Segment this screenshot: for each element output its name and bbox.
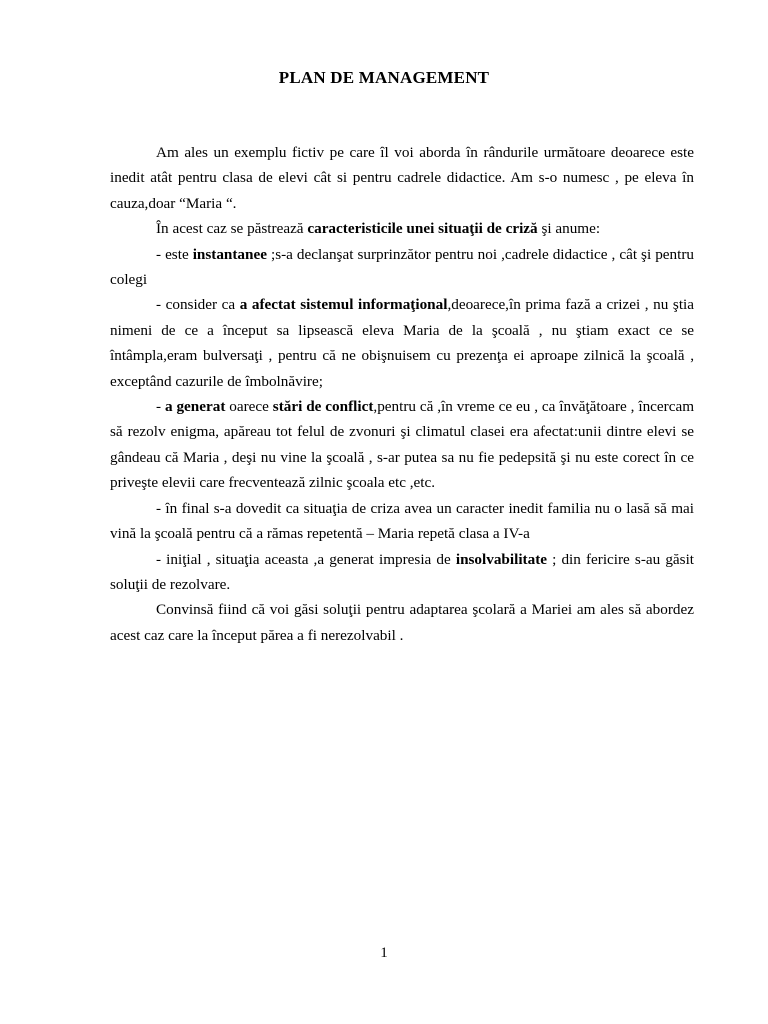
document-title: PLAN DE MANAGEMENT	[278, 68, 490, 87]
emphasis-text: a generat	[164, 398, 226, 416]
paragraph-text: şi anume:	[537, 220, 601, 238]
paragraph-text: ,deoarece,în prima fază a crizei , nu ştia nimeni de ce a început sa lipsească eleva Maria de la şcoală , nu ştiam exact ce se întâmpla,eram bulversaţi , pentru că ne obişnuisem cu prezenţa ei aproape zilnică la şcoală , exceptând cazurile de îmbolnăvire;	[110, 296, 694, 390]
emphasis-text: insolvabilitate	[455, 550, 547, 568]
paragraph-text: - în final s-a dovedit ca situaţia de criza avea un caracter inedit familia nu o lasă să mai vină la şcoală pentru că a rămas repetentă – Maria repetă clasa a IV-a	[110, 499, 694, 543]
paragraph-conclusion	[110, 597, 694, 648]
emphasis-text: stări de conflict	[272, 398, 374, 416]
paragraph-text: Convinsă fiind că voi găsi soluţii pentru adaptarea şcolară a Mariei am ales să abordez acest caz care la început părea a fi nerezolvabil .	[110, 601, 694, 644]
emphasis-text: instantanee	[192, 245, 267, 263]
document-body	[110, 140, 694, 648]
emphasis-text: a afectat sistemul informaţional	[239, 296, 448, 314]
paragraph-text: -	[156, 398, 165, 416]
paragraph-crisis-features	[110, 216, 694, 241]
paragraph-text: ,pentru că ,în vreme ce eu , ca învăţătoare , încercam să rezolv enigma, apăreau tot felul de zvonuri şi climatul clasei era afectat:unii dintre elevi se gândeau că Maria , deşi nu vine la şcoală , s-ar putea sa nu fie pedepsită şi nu este corect în ce priveşte elevii care frecventează zilnic şcoala etc ,etc.	[110, 398, 695, 492]
paragraph-text: În acest caz se păstrează	[156, 220, 308, 238]
emphasis-text: caracteristicile unei situaţii de criză	[307, 220, 538, 238]
paragraph-information-system	[110, 292, 694, 394]
paragraph-text: ;s-a declanşat surprinzător pentru noi ,cadrele didactice , cât şi pentru colegi	[110, 245, 694, 289]
page-number: 1	[380, 945, 388, 961]
paragraph-conflict	[110, 394, 694, 496]
paragraph-final	[110, 496, 694, 547]
paragraph-instantaneous	[110, 242, 694, 293]
paragraph-text: - consider ca	[156, 296, 240, 314]
paragraph-text: - este	[156, 245, 193, 263]
paragraph-text: ; din fericire s-au găsit soluţii de rezolvare.	[110, 550, 695, 593]
paragraph-text: oarece	[225, 398, 273, 416]
paragraph-text: Am ales un exemplu fictiv pe care îl voi aborda în rândurile următoare deoarece este inedit atât pentru clasa de elevi cât si pentru cadrele didactice. Am s-o numesc , pe eleva în cauza,doar “Maria “.	[110, 144, 694, 212]
paragraph-insolvability	[110, 547, 694, 598]
paragraph-intro	[110, 140, 694, 216]
paragraph-text: - iniţial , situaţia aceasta ,a generat impresia de	[156, 550, 456, 568]
